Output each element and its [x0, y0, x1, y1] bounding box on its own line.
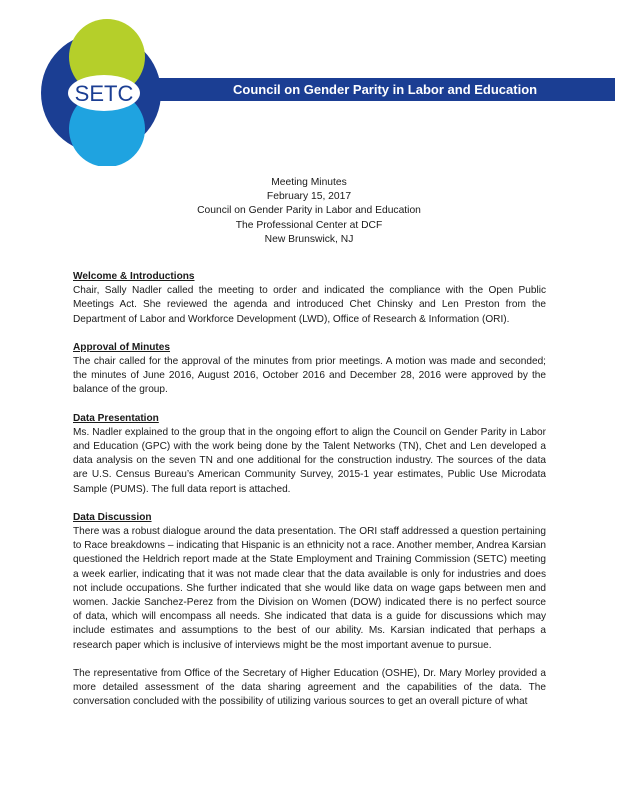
- header-line: The Professional Center at DCF: [235, 219, 383, 231]
- section-data-presentation: [73, 412, 546, 497]
- header-line: Meeting Minutes: [271, 177, 347, 188]
- section-paragraph: Ms. Nadler explained to the group that in the ongoing effort to align the Council on Gender Parity in Labor and Education (GPC) with the work being done by the Talent Networks (TN), Chet and Len developed a data analysis on the seven TN and one additional for the construction industry. The sources of the data are U.S. Census Bureau’s American Community Survey, 2015-1 year estimates, Public Use Microdata Sample (PUMS). The full data report is attached.: [73, 426, 546, 495]
- header-line: February 15, 2017: [266, 191, 352, 203]
- section-data-discussion: [73, 511, 546, 710]
- section-heading: Data Presentation: [73, 412, 159, 424]
- section-heading: Data Discussion: [73, 511, 152, 523]
- section-paragraph: The chair called for the approval of the minutes from prior meetings. A motion was made and seconded; the minutes of June 2016, August 2016, October 2016 and December 28, 2016 were approved by the balance of the group.: [73, 356, 546, 396]
- section-heading: Welcome & Introductions: [73, 271, 195, 282]
- title-banner: [145, 78, 615, 101]
- header-line: New Brunswick, NJ: [264, 233, 354, 245]
- banner-title: Council on Gender Parity in Labor and Education: [233, 82, 538, 97]
- section-approval: [73, 341, 546, 398]
- minutes-body: [73, 270, 546, 723]
- header-line: Council on Gender Parity in Labor and Education: [197, 205, 421, 217]
- logo-text: SETC: [74, 81, 134, 106]
- section-heading: Approval of Minutes: [73, 341, 171, 353]
- meeting-header: [0, 176, 618, 247]
- section-paragraph: There was a robust dialogue around the data presentation. The ORI staff addressed a question pertaining to Race breakdowns – indicating that Hispanic is an ethnicity not a race. Another member, Andrea Karsian questioned the Heldrich report made at the State Employment and Training Commission (SETC) meeting a week earlier, indicating that it was not made clear that the data available is only for industries and does not include occupations. She further indicated that she would like data on wage gaps between men and women. Jackie Sanchez-Perez from the Division on Women (DOW) indicated there is no perfect source of data, which will encompass all needs. She indicated that data is a guide for discussions which may include estimates and assumptions to the best of our ability. Ms. Karsian indicated that perhaps a research paper which is inclusive of interviews might be the most important avenue to pursue.: [73, 526, 546, 651]
- section-welcome: [73, 270, 546, 327]
- section-paragraph: Chair, Sally Nadler called the meeting to order and indicated the compliance with the Open Public Meetings Act. She reviewed the agenda and introduced Chet Chinsky and Len Preston from the Department of Labor and Workforce Development (LWD), Office of Research & Information (ORI).: [73, 285, 546, 325]
- section-paragraph: The representative from Office of the Secretary of Higher Education (OSHE), Dr. Mary Morley provided a more detailed assessment of the data sharing agreement and the capabilities of the data. The conversation concluded with the possibility of utilizing various sources to get an overall picture of what: [73, 667, 546, 708]
